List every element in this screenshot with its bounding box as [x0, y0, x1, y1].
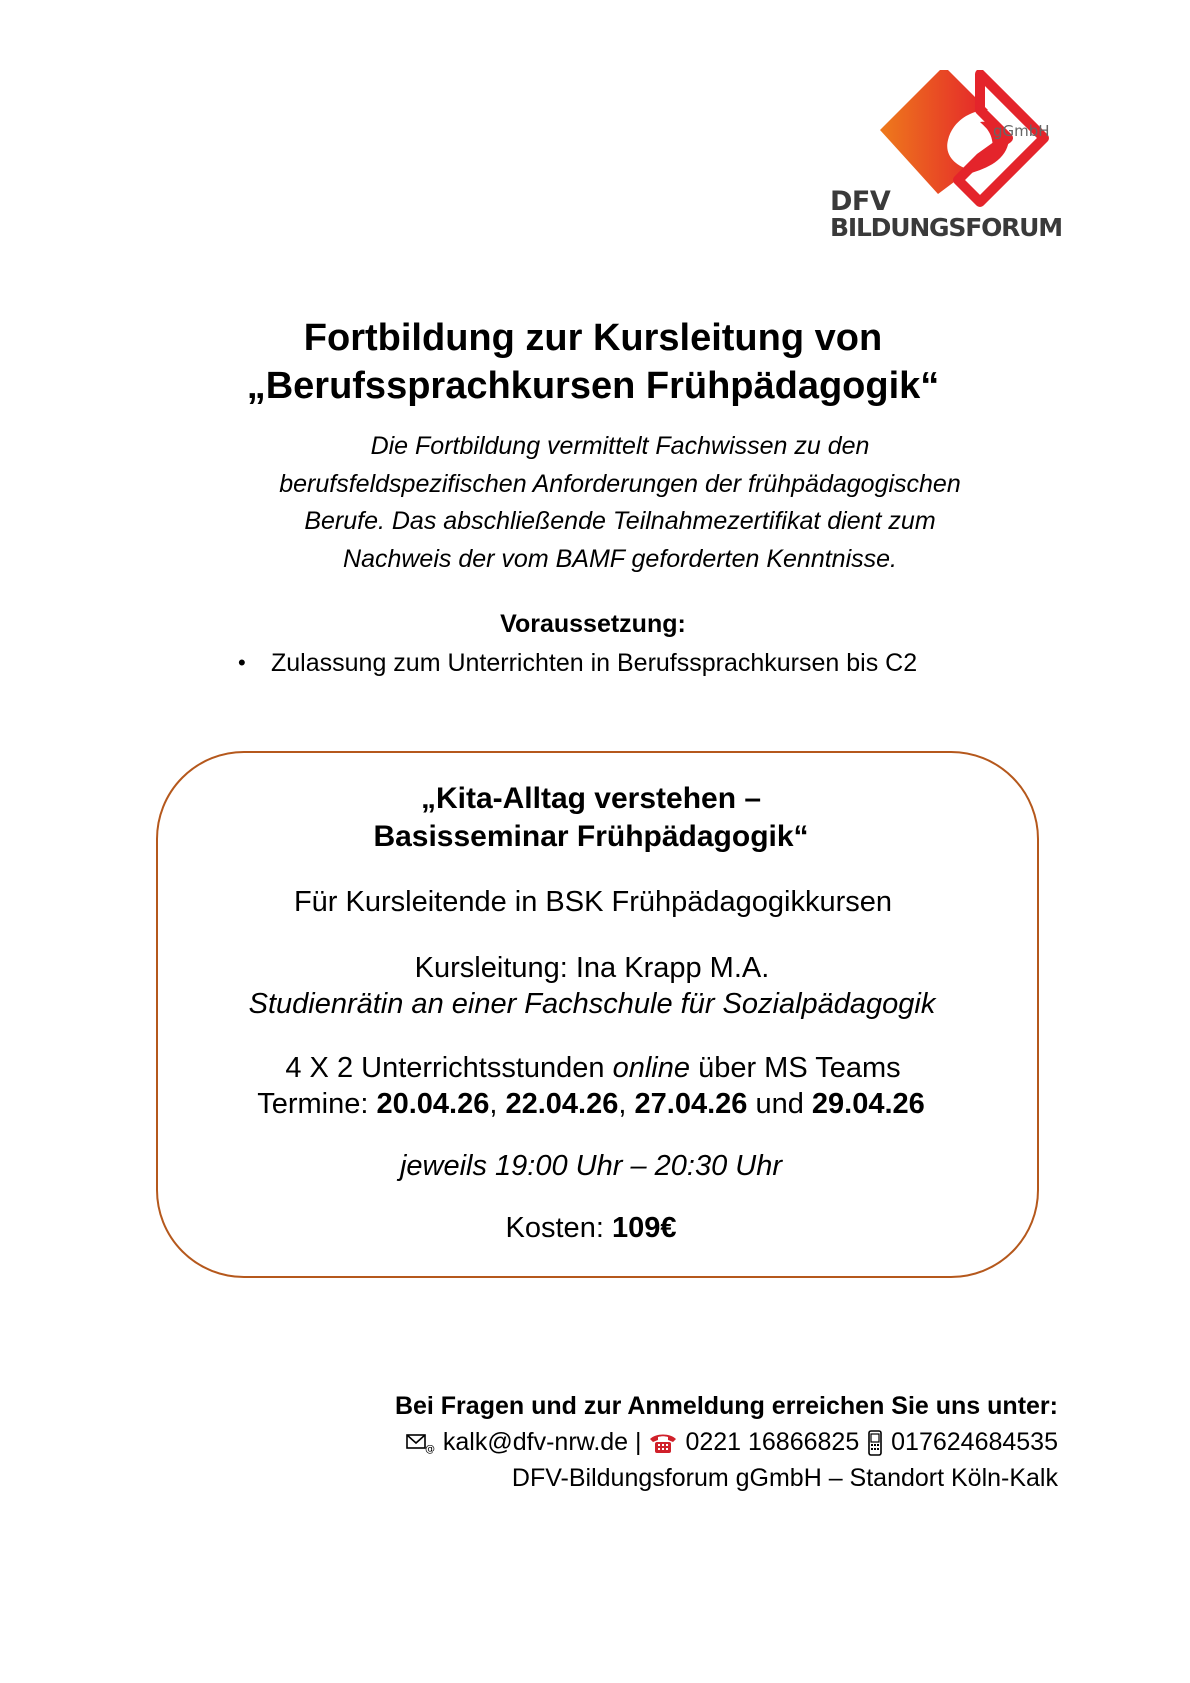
contact-line	[406, 1424, 1058, 1460]
contact-separator: |	[635, 1428, 642, 1456]
contact-phone[interactable]: 0221 16866825	[685, 1428, 860, 1456]
intro-paragraph	[220, 428, 1020, 578]
seminar-audience: Für Kursleitende in BSK Frühpädagogikkursen	[293, 886, 893, 918]
contact-heading: Bei Fragen und zur Anmeldung erreichen Sie uns unter:	[394, 1392, 1058, 1420]
telephone-icon	[648, 1431, 678, 1455]
seminar-format	[0, 1050, 1188, 1086]
date-4: 29.04.26	[811, 1088, 925, 1120]
dfv-logo	[820, 70, 1060, 260]
intro-line-1: Die Fortbildung vermittelt Fachwissen zu den	[370, 432, 870, 460]
date-sep-1: ,	[489, 1088, 506, 1120]
seminar-dates	[0, 1086, 1186, 1122]
logo-ggmbh: gGmbH	[993, 122, 1050, 140]
seminar-title-line1: „Kita-Alltag verstehen –	[420, 782, 762, 815]
seminar-time: jeweils 19:00 Uhr – 20:30 Uhr	[399, 1150, 783, 1182]
date-sep-3: und	[747, 1088, 812, 1120]
contact-location: DFV-Bildungsforum gGmbH – Standort Köln-Kalk	[511, 1464, 1058, 1492]
cost-label: Kosten:	[505, 1212, 612, 1244]
intro-line-3: Berufe. Das abschließende Teilnahmezertifikat dient zum	[304, 507, 936, 535]
seminar-instructor-role: Studienrätin an einer Fachschule für Sozialpädagogik	[248, 988, 936, 1020]
intro-line-2: berufsfeldspezifischen Anforderungen der frühpädagogischen	[279, 469, 961, 498]
logo-wordmark	[830, 188, 1062, 240]
email-icon	[406, 1432, 436, 1454]
intro-line-4: Nachweis der vom BAMF geforderten Kenntnisse.	[343, 544, 897, 573]
requirements-bullet: •	[238, 650, 246, 675]
date-1: 20.04.26	[376, 1088, 490, 1120]
page-title-line1: Fortbildung zur Kursleitung von	[303, 317, 883, 359]
format-online: online	[612, 1052, 691, 1084]
requirements-heading: Voraussetzung:	[500, 610, 686, 638]
date-2: 22.04.26	[505, 1088, 619, 1120]
contact-mobile[interactable]: 017624684535	[891, 1428, 1058, 1456]
format-suffix: über MS Teams	[690, 1052, 901, 1084]
svg-text:@: @	[424, 1444, 435, 1455]
logo-bildungsforum: BILDUNGSFORUM	[830, 213, 1062, 242]
requirements-item: Zulassung zum Unterrichten in Berufssprachkursen bis C2	[271, 649, 918, 677]
cost-value: 109€	[611, 1212, 677, 1244]
logo-dfv: DFV	[830, 186, 891, 217]
dates-prefix: Termine:	[257, 1088, 377, 1120]
format-prefix: 4 X 2 Unterrichtsstunden	[285, 1052, 613, 1084]
seminar-instructor: Kursleitung: Ina Krapp M.A.	[414, 952, 770, 984]
date-3: 27.04.26	[634, 1088, 748, 1120]
page-title-line2: „Berufssprachkursen Frühpädagogik“	[246, 365, 940, 407]
contact-email[interactable]: kalk@dfv-nrw.de	[442, 1428, 629, 1456]
seminar-title-line2: Basisseminar Frühpädagogik“	[373, 820, 809, 853]
mobile-phone-icon	[866, 1430, 884, 1456]
seminar-cost	[0, 1210, 1186, 1246]
date-sep-2: ,	[618, 1088, 635, 1120]
